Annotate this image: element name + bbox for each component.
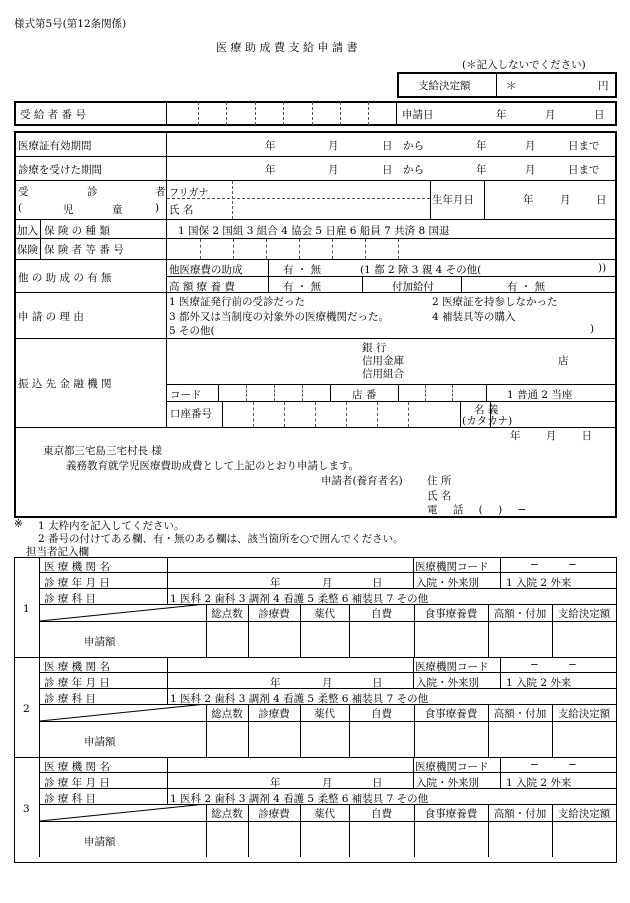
staff-col-header: 総点数 [211,708,243,720]
branch-number-label: 店 番 [352,389,377,401]
staff-block-number: 1 [23,603,30,615]
period-from-month: 月 [328,164,339,176]
staff-col-header: 診療費 [258,608,290,620]
staff-col-header: 高額・付加 [493,808,547,820]
staff-in-out-label: 入院・外来別 [416,677,479,689]
insurance-type-label: 保 険 の 種 類 [44,225,110,237]
staff-year: 年 [270,677,281,689]
apply-month: 月 [545,109,556,121]
staff-institution-label: 医 療 機 関 名 [44,561,110,573]
staff-institution-code: − − [530,659,577,671]
child-label-1: 児 [63,204,74,216]
period-from: から [403,164,424,176]
period-from-day: 日 [382,164,393,176]
bank-type-bank: 銀 行 [362,342,387,354]
reason-label: 申 請 の 理 由 [18,311,84,323]
staff-date-label: 診 療 年 月 日 [44,677,110,689]
name-label: 氏 名 [169,204,194,216]
reason-5: 5 その他( [169,325,215,337]
staff-col-header: 支給決定額 [557,708,611,720]
validity-from-day: 日 [382,140,393,152]
staff-date-label: 診 療 年 月 日 [44,777,110,789]
period-label: 診療を受けた期間 [18,164,102,176]
asterisk: ＊ [506,80,517,92]
staff-in-out-options: 1 入院 2 外来 [506,777,572,789]
birth-label: 生年月日 [432,194,474,206]
staff-in-out-options: 1 入院 2 外来 [506,577,572,589]
staff-day: 日 [372,677,383,689]
addressee: 東京都三宅島三宅村長 様 [43,445,162,457]
staff-amount-label: 申請額 [84,836,116,848]
patient-label-1: 受 [18,186,29,198]
reason-1: 1 医療証発行前の受診だった [169,296,306,308]
staff-dept-options: 1 医科 2 歯科 3 調剤 4 看護 5 柔整 6 補装具 7 その他 [170,593,429,605]
child-paren-open: ( [18,202,23,214]
apply-year: 年 [496,109,507,121]
phone-label: 電 話 ( ) − [427,504,527,516]
high-cost-label: 高 額 療 養 費 [169,281,235,293]
validity-until-year: 年 [476,140,487,152]
period-until: 日まで [568,164,600,176]
staff-col-header: 薬代 [314,608,335,620]
staff-institution-label: 医 療 機 関 名 [44,761,110,773]
statement-date: 年 月 日 [510,430,593,442]
staff-institution-label: 医 療 機 関 名 [44,661,110,673]
holder-kana-label: (カタカナ) [462,415,513,427]
child-label-2: 童 [112,204,123,216]
staff-col-header: 支給決定額 [557,808,611,820]
staff-dept-options: 1 医科 2 歯科 3 調剤 4 看護 5 柔整 6 補装具 7 その他 [170,693,429,705]
birth-day: 日 [596,194,607,206]
insurance-number-label: 保 険 者 等 番 号 [44,244,124,256]
staff-col-header: 薬代 [314,708,335,720]
validity-from: から [403,140,424,152]
validity-from-year: 年 [265,140,276,152]
staff-col-header: 総点数 [211,808,243,820]
staff-month: 月 [322,777,333,789]
staff-col-header: 食事療養費 [424,608,478,620]
staff-year: 年 [270,777,281,789]
staff-col-header: 薬代 [314,808,335,820]
staff-col-header: 総点数 [211,608,243,620]
staff-col-header: 高額・付加 [493,608,547,620]
note-mark: ※ [14,518,23,530]
bank-code-label: コード [170,389,202,401]
insurance-label-top: 加入 [17,225,38,237]
bank-type-shinkin: 信用金庫 [362,355,404,367]
period-until-year: 年 [476,164,487,176]
yen-unit: 円 [598,80,609,92]
staff-in-out-label: 入院・外来別 [416,577,479,589]
other-medical-aid-label: 他医療費の助成 [169,264,243,276]
validity-until: 日まで [568,140,600,152]
holder-label: 名 義 [474,404,499,416]
period-until-month: 月 [525,164,536,176]
staff-in-out-label: 入院・外来別 [416,777,479,789]
staff-day: 日 [372,777,383,789]
validity-until-month: 月 [525,140,536,152]
recipient-label: 受 給 者 番 号 [20,109,86,121]
staff-col-header: 自費 [371,608,392,620]
account-number-label: 口座番号 [170,408,212,420]
other-aid-detail: (1 都 2 障 3 親 4 その他( [360,264,482,276]
apply-day: 日 [594,109,605,121]
staff-dept-label: 診 療 科 目 [44,793,97,805]
address-label: 住 所 [427,475,452,487]
staff-date-label: 診 療 年 月 日 [44,577,110,589]
staff-col-header: 支給決定額 [557,608,611,620]
staff-month: 月 [322,577,333,589]
staff-year: 年 [270,577,281,589]
staff-col-header: 高額・付加 [493,708,547,720]
staff-institution-code: − − [530,759,577,771]
child-paren-close: ) [155,202,160,214]
branch-label: 店 [558,355,569,367]
reason-close: ) [590,323,595,335]
insurance-options: 1 国保 2 国組 3 組合 4 協会 5 日雇 6 船員 7 共済 8 国退 [178,225,450,237]
insurance-label-bottom: 保険 [17,244,38,256]
staff-amount-label: 申請額 [84,736,116,748]
staff-col-header: 自費 [371,808,392,820]
staff-month: 月 [322,677,333,689]
staff-col-header: 診療費 [258,808,290,820]
reason-4: 4 補装具等の購入 [432,311,516,323]
staff-col-header: 自費 [371,708,392,720]
applicant-name-label: 氏 名 [427,490,452,502]
bank-type-kumiai: 信用組合 [362,368,404,380]
other-aid-label: 他 の 助 成 の 有 無 [18,272,112,284]
high-cost-yes-no: 有 ・ 無 [283,281,322,293]
staff-block-number: 3 [23,803,30,815]
no-entry-note: (＊記入しないでください) [462,59,586,71]
staff-dept-label: 診 療 科 目 [44,593,97,605]
staff-section-label: 担当者記入欄 [26,546,89,558]
form-title: 医 療 助 成 費 支 給 申 請 書 [216,41,358,54]
form-number: 様式第5号(第12条関係) [14,18,127,30]
staff-institution-code-label: 医療機関コード [415,661,489,673]
apply-date-label: 申請日 [402,109,434,121]
reason-2: 2 医療証を持参しなかった [432,296,558,308]
furigana-label: フリガナ [169,188,209,199]
note-1: 1 太枠内を記入してください。 [38,520,185,532]
note-2: 2 番号の付けてある欄、有・無のある欄は、該当箇所を○で囲んでください。 [38,533,404,545]
staff-dept-label: 診 療 科 目 [44,693,97,705]
staff-day: 日 [372,577,383,589]
staff-block-number: 2 [23,703,30,715]
applicant-label: 申請者(養育者名) [321,475,403,487]
birth-year: 年 [523,194,534,206]
staff-col-header: 食事療養費 [424,708,478,720]
staff-dept-options: 1 医科 2 歯科 3 調剤 4 看護 5 柔整 6 補装具 7 その他 [170,793,429,805]
bank-label: 振 込 先 金 融 機 関 [18,378,112,390]
other-aid-yes-no: 有 ・ 無 [283,264,322,276]
staff-col-header: 食事療養費 [424,808,478,820]
validity-from-month: 月 [328,140,339,152]
staff-amount-label: 申請額 [84,636,116,648]
staff-institution-code: − − [530,559,577,571]
staff-institution-code-label: 医療機関コード [415,561,489,573]
patient-label-2: 診 [87,186,98,198]
validity-label: 医療証有効期間 [18,140,92,152]
decision-amount-label: 支給決定額 [418,80,471,92]
patient-label-3: 者 [155,186,166,198]
reason-3: 3 都外又は当制度の対象外の医療機関だった。 [169,311,390,323]
staff-institution-code-label: 医療機関コード [415,761,489,773]
period-from-year: 年 [265,164,276,176]
staff-in-out-options: 1 入院 2 外来 [506,677,572,689]
addon-yes-no: 有 ・ 無 [507,281,546,293]
birth-month: 月 [560,194,571,206]
statement-body: 義務教育就学児医療費助成費として上記のとおり申請します。 [66,460,360,472]
other-aid-close: )) [598,262,607,274]
staff-col-header: 診療費 [258,708,290,720]
account-type: 1 普通 2 当座 [507,389,573,401]
addon-label: 付加給付 [392,281,434,293]
